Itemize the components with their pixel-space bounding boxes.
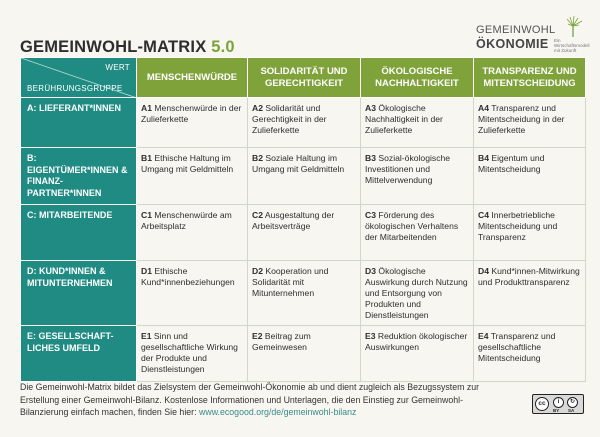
cell-text: Innerbetriebliche Mitentscheidung und Transparenz — [478, 210, 558, 242]
matrix-row-e — [21, 326, 586, 382]
cell-code: D3 — [365, 266, 376, 276]
corner-gruppe-label: BERÜHRUNGSGRUPPE — [27, 84, 123, 93]
cell-a3 — [361, 98, 474, 148]
row-header-e: E: GESELLSCHAFT-LICHES UMFELD — [21, 326, 137, 382]
matrix-row-b — [21, 148, 586, 205]
cell-code: A1 — [141, 103, 152, 113]
cell-b4 — [474, 148, 586, 205]
cell-text: Ökologische Nachhaltigkeit in der Zulieferkette — [365, 103, 443, 135]
cell-text: Kooperation und Solidarität mit Mitunternehmen — [252, 266, 329, 298]
cell-text: Menschenwürde in der Zulieferkette — [141, 103, 242, 124]
matrix-row-a — [21, 98, 586, 148]
column-header-solidaritaet: SOLIDARITÄT UND GERECHTIGKEIT — [248, 58, 361, 98]
cell-code: C4 — [478, 210, 489, 220]
cell-code: D2 — [252, 266, 263, 276]
row-header-a: A: LIEFERANT*INNEN — [21, 98, 137, 148]
cell-b2 — [248, 148, 361, 205]
cell-text: Sinn und gesellschaftliche Wirkung der Produkte und Dienstleistungen — [141, 331, 238, 374]
cell-e4 — [474, 326, 586, 382]
column-header-oekologie: ÖKOLOGISCHE NACHHALTIGKEIT — [361, 58, 474, 98]
cell-code: B2 — [252, 153, 263, 163]
matrix-row-c — [21, 205, 586, 261]
title-text: GEMEINWOHL-MATRIX — [20, 38, 207, 56]
cell-text: Kund*innen-Mitwirkung und Produkttransparenz — [478, 266, 580, 287]
cell-code: A3 — [365, 103, 376, 113]
cell-text: Eigentum und Mitentscheidung — [478, 153, 545, 174]
row-header-d: D: KUND*INNEN & MITUNTERNEHMEN — [21, 261, 137, 326]
gwoe-logo — [470, 16, 590, 60]
cell-e3 — [361, 326, 474, 382]
cell-c4 — [474, 205, 586, 261]
bilanz-link[interactable]: www.ecogood.org/de/gemeinwohl-bilanz — [198, 407, 357, 417]
cell-d1 — [137, 261, 248, 326]
cell-code: E3 — [365, 331, 376, 341]
cc-license-badge — [532, 394, 584, 414]
cell-c2 — [248, 205, 361, 261]
attribution-icon: i — [553, 397, 564, 408]
cc-by-label: BY — [553, 408, 560, 413]
footer-note — [20, 381, 510, 419]
cell-d4 — [474, 261, 586, 326]
cell-code: C3 — [365, 210, 376, 220]
gemeinwohl-matrix-table — [20, 57, 586, 382]
cell-text: Förderung des ökologischen Verhaltens der Mitarbeitenden — [365, 210, 459, 242]
cell-text: Transparenz und gesellschaftliche Mitentscheidung — [478, 331, 556, 363]
page-title — [20, 38, 235, 57]
cell-a1 — [137, 98, 248, 148]
cell-a4 — [474, 98, 586, 148]
logo-line1: GEMEINWOHL — [476, 24, 556, 36]
cell-code: E4 — [478, 331, 489, 341]
matrix-row-d — [21, 261, 586, 326]
cell-e2 — [248, 326, 361, 382]
cell-text: Menschenwürde am Arbeitsplatz — [141, 210, 232, 231]
cell-e1 — [137, 326, 248, 382]
cell-code: D4 — [478, 266, 489, 276]
cell-code: B3 — [365, 153, 376, 163]
cell-code: B1 — [141, 153, 152, 163]
cell-code: C1 — [141, 210, 152, 220]
cell-text: Beitrag zum Gemeinwesen — [252, 331, 311, 352]
dandelion-icon — [558, 16, 588, 38]
cc-sa-label: SA — [568, 408, 575, 413]
cell-code: D1 — [141, 266, 152, 276]
cell-text: Transparenz und Mitentscheidung in der Zulieferkette — [478, 103, 565, 135]
cell-d2 — [248, 261, 361, 326]
column-header-menschenwuerde: MENSCHENWÜRDE — [137, 58, 248, 98]
cell-text: Ökologische Auswirkung durch Nutzung und Entsorgung von Produkten und Dienstleistungen — [365, 266, 468, 320]
cell-text: Ethische Haltung im Umgang mit Geldmitteln — [141, 153, 234, 174]
cell-code: E1 — [141, 331, 152, 341]
cell-code: B4 — [478, 153, 489, 163]
matrix-corner — [21, 58, 137, 98]
cell-code: E2 — [252, 331, 263, 341]
cell-c3 — [361, 205, 474, 261]
cell-a2 — [248, 98, 361, 148]
title-version: 5.0 — [211, 38, 235, 56]
cell-b3 — [361, 148, 474, 205]
cell-c1 — [137, 205, 248, 261]
row-header-b: B: EIGENTÜMER*INNEN & FINANZ-PARTNER*INNEN — [21, 148, 137, 205]
footer-text: Die Gemeinwohl-Matrix bildet das Zielsystem der Gemeinwohl-Ökonomie ab und dient zugleich als Bezugssystem zur Erstellung einer Gemeinwohl-Bilanz. Kostenlose Informationen und Unterlagen, die den Einstieg zur Gemeinwohl-Bilanzierung einfach machen, finden Sie hier: — [20, 382, 480, 417]
cell-text: Reduktion ökologischer Auswirkungen — [365, 331, 468, 352]
cell-text: Solidarität und Gerechtigkeit in der Zulieferkette — [252, 103, 327, 135]
cell-b1 — [137, 148, 248, 205]
cc-icon: cc — [535, 397, 549, 411]
row-header-c: C: MITARBEITENDE — [21, 205, 137, 261]
cell-text: Soziale Haltung im Umgang mit Geldmitteln — [252, 153, 345, 174]
cell-text: Ausgestaltung der Arbeitsverträge — [252, 210, 335, 231]
column-header-transparenz: TRANSPARENZ UND MITENTSCHEIDUNG — [474, 58, 586, 98]
corner-wert-label: WERT — [105, 63, 130, 72]
logo-line2: ÖKONOMIE — [476, 37, 549, 51]
cell-text: Ethische Kund*innenbeziehungen — [141, 266, 235, 287]
cell-code: C2 — [252, 210, 263, 220]
share-alike-icon: ↻ — [567, 397, 578, 408]
cell-code: A2 — [252, 103, 263, 113]
cell-code: A4 — [478, 103, 489, 113]
logo-tagline: Ein Wirtschaftsmodell mit Zukunft — [554, 38, 590, 53]
cell-d3 — [361, 261, 474, 326]
cell-text: Sozial-ökologische Investitionen und Mittelverwendung — [365, 153, 451, 185]
